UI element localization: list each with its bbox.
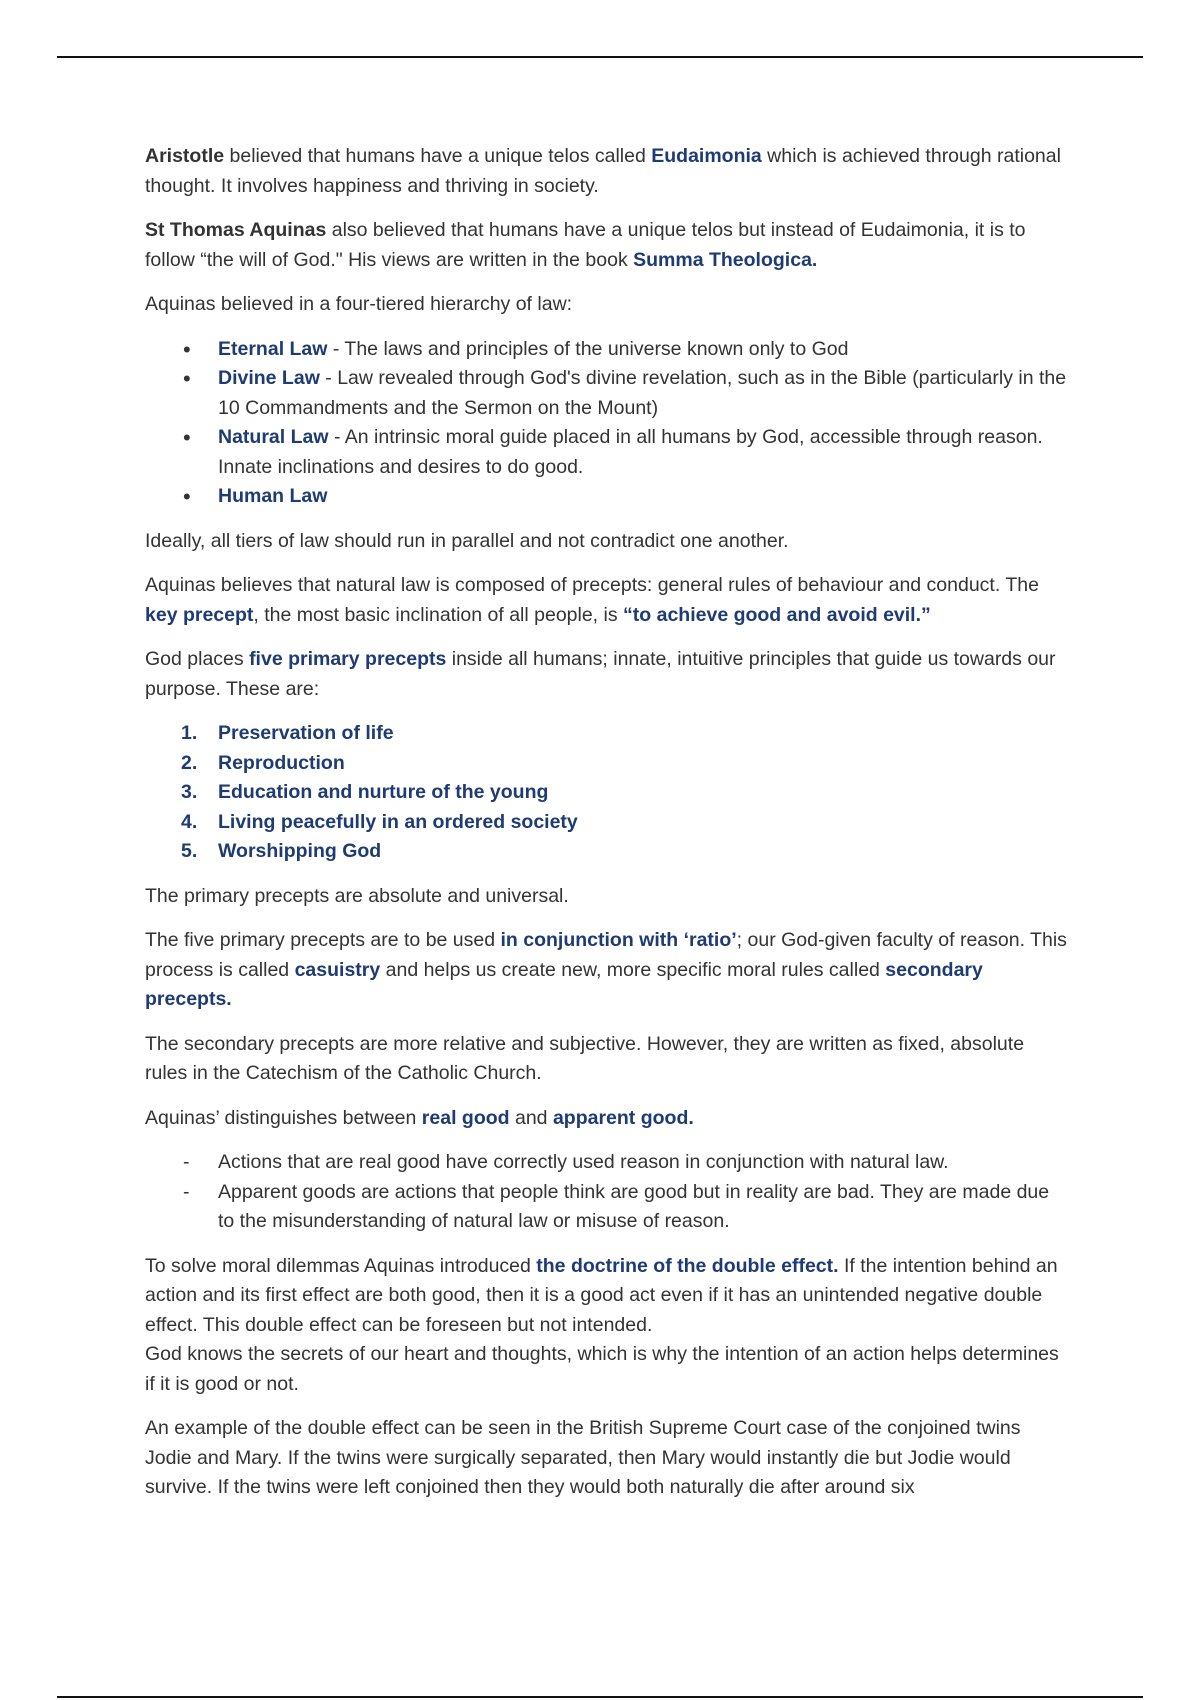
term-secondary-precepts: secondary precepts. <box>145 958 983 1010</box>
precept-text: Worshipping God <box>218 840 382 862</box>
list-number: 2. <box>181 751 198 774</box>
term-summa-theologica: Summa Theologica. <box>633 248 818 271</box>
footer-rule <box>57 1696 1143 1698</box>
bullet-icon: • <box>183 366 191 391</box>
bullet-icon: • <box>183 336 191 362</box>
text: inside all humans; innate, intuitive principles that guide us towards our purpose. These are: <box>145 648 1056 700</box>
list-item <box>145 335 1070 365</box>
list-item <box>145 749 1070 779</box>
law-name: Eternal Law <box>218 337 328 360</box>
term-double-effect: the doctrine of the double effect. <box>536 1254 839 1277</box>
list-number: 4. <box>181 810 198 833</box>
paragraph-secondary: The secondary precepts are more relative and subjective. However, they are written as fixed, absolute rules in the Catechism of the Catholic Church. <box>145 1032 1025 1084</box>
list-item <box>145 364 1070 423</box>
bullet-icon: • <box>183 425 191 450</box>
dash-icon: - <box>183 1180 190 1203</box>
text: God places <box>145 648 250 670</box>
list-item <box>145 778 1070 808</box>
list-item <box>145 808 1070 838</box>
term-eudaimonia: Eudaimonia <box>651 145 762 167</box>
paragraph-primary-precepts <box>145 645 1070 704</box>
law-name: Natural Law <box>218 426 329 448</box>
law-desc: - The laws and principles of the universe known only to God <box>327 337 849 360</box>
text: which is achieved through rational thought. It involves happiness and thriving in society. <box>145 145 1061 197</box>
law-name: Divine Law <box>218 367 320 389</box>
text: and helps us create new, more specific moral rules called <box>380 958 886 981</box>
law-name: Human Law <box>218 485 328 507</box>
list-item <box>145 1148 1070 1178</box>
list-item <box>145 423 1070 482</box>
bullet-icon: • <box>183 484 191 509</box>
list-item <box>145 482 1070 512</box>
paragraph-real-apparent <box>145 1104 1070 1134</box>
text: , the most basic inclination of all people, is <box>253 603 624 626</box>
paragraph-intention: God knows the secrets of our heart and thoughts, which is why the intention of an action helps determines if it is good or not. <box>145 1343 1059 1395</box>
term-ratio: in conjunction with ‘ratio’ <box>500 929 737 951</box>
term-aquinas: St Thomas Aquinas <box>145 219 327 241</box>
precept-list <box>145 719 1070 867</box>
list-number: 5. <box>181 840 198 862</box>
paragraph-key-precept <box>145 571 1070 630</box>
text: ; our God-given faculty of reason. This process is called <box>145 929 1067 981</box>
paragraph-absolute: The primary precepts are absolute and universal. <box>145 884 569 907</box>
precept-text: Preservation of life <box>218 722 394 744</box>
precept-text: Education and nurture of the young <box>218 781 549 803</box>
list-item <box>145 1178 1070 1237</box>
law-desc: - Law revealed through God's divine revelation, such as in the Bible (particularly in the 10 Commandments and the Sermon on the Mount) <box>218 367 1067 419</box>
list-number: 1. <box>181 722 198 744</box>
text: and <box>509 1106 553 1129</box>
text: Aquinas’ distinguishes between <box>145 1106 422 1129</box>
term-key-precept: key precept <box>145 603 254 626</box>
quote-key-precept: “to achieve good and avoid evil.” <box>623 603 931 626</box>
list-item <box>145 719 1070 749</box>
paragraph-hierarchy-intro: Aquinas believed in a four-tiered hierarchy of law: <box>145 293 573 315</box>
precept-text: Living peacefully in an ordered society <box>218 810 578 833</box>
paragraph-double-effect <box>145 1252 1070 1341</box>
document-body <box>145 142 1070 1518</box>
dash-icon: - <box>183 1151 190 1173</box>
text: To solve moral dilemmas Aquinas introduced <box>145 1254 537 1277</box>
text: The five primary precepts are to be used <box>145 929 501 951</box>
precept-text: Reproduction <box>218 751 345 774</box>
law-desc: - An intrinsic moral guide placed in all humans by God, accessible through reason. Innate inclinations and desires to do good. <box>218 426 1043 478</box>
term-real-good: real good <box>421 1106 510 1129</box>
term-apparent-good: apparent good. <box>552 1106 694 1129</box>
list-item <box>145 837 1070 867</box>
paragraph-casuistry <box>145 926 1070 1015</box>
law-list <box>145 335 1070 512</box>
text: also believed that humans have a unique telos but instead of Eudaimonia, it is to follow “the will of God." His views are written in the book <box>145 219 1026 271</box>
goods-text: Actions that are real good have correctly used reason in conjunction with natural law. <box>218 1151 949 1173</box>
paragraph-aristotle <box>145 142 1070 201</box>
text: If the intention behind an action and its first effect are both good, then it is a good act even if it has an unintended negative double effect. This double effect can be foreseen but not intended. <box>145 1254 1058 1336</box>
list-number: 3. <box>181 781 198 803</box>
header-rule <box>57 56 1143 58</box>
paragraph-example: An example of the double effect can be seen in the British Supreme Court case of the conjoined twins Jodie and Mary. If the twins were surgically separated, then Mary would instantly die but Jodie would survive. If the twins were left conjoined then they would both naturally die after around six <box>145 1417 1021 1498</box>
goods-text: Apparent goods are actions that people think are good but in reality are bad. They are made due to the misunderstanding of natural law or misuse of reason. <box>218 1180 1050 1232</box>
term-casuistry: casuistry <box>294 958 381 981</box>
goods-list <box>145 1148 1070 1237</box>
paragraph-parallel: Ideally, all tiers of law should run in parallel and not contradict one another. <box>145 529 789 552</box>
text: Aquinas believes that natural law is composed of precepts: general rules of behaviour and conduct. The <box>145 574 1039 596</box>
text: believed that humans have a unique telos called <box>224 145 652 167</box>
term-five-primary-precepts: five primary precepts <box>249 648 447 670</box>
paragraph-aquinas <box>145 216 1070 275</box>
term-aristotle: Aristotle <box>145 145 225 167</box>
